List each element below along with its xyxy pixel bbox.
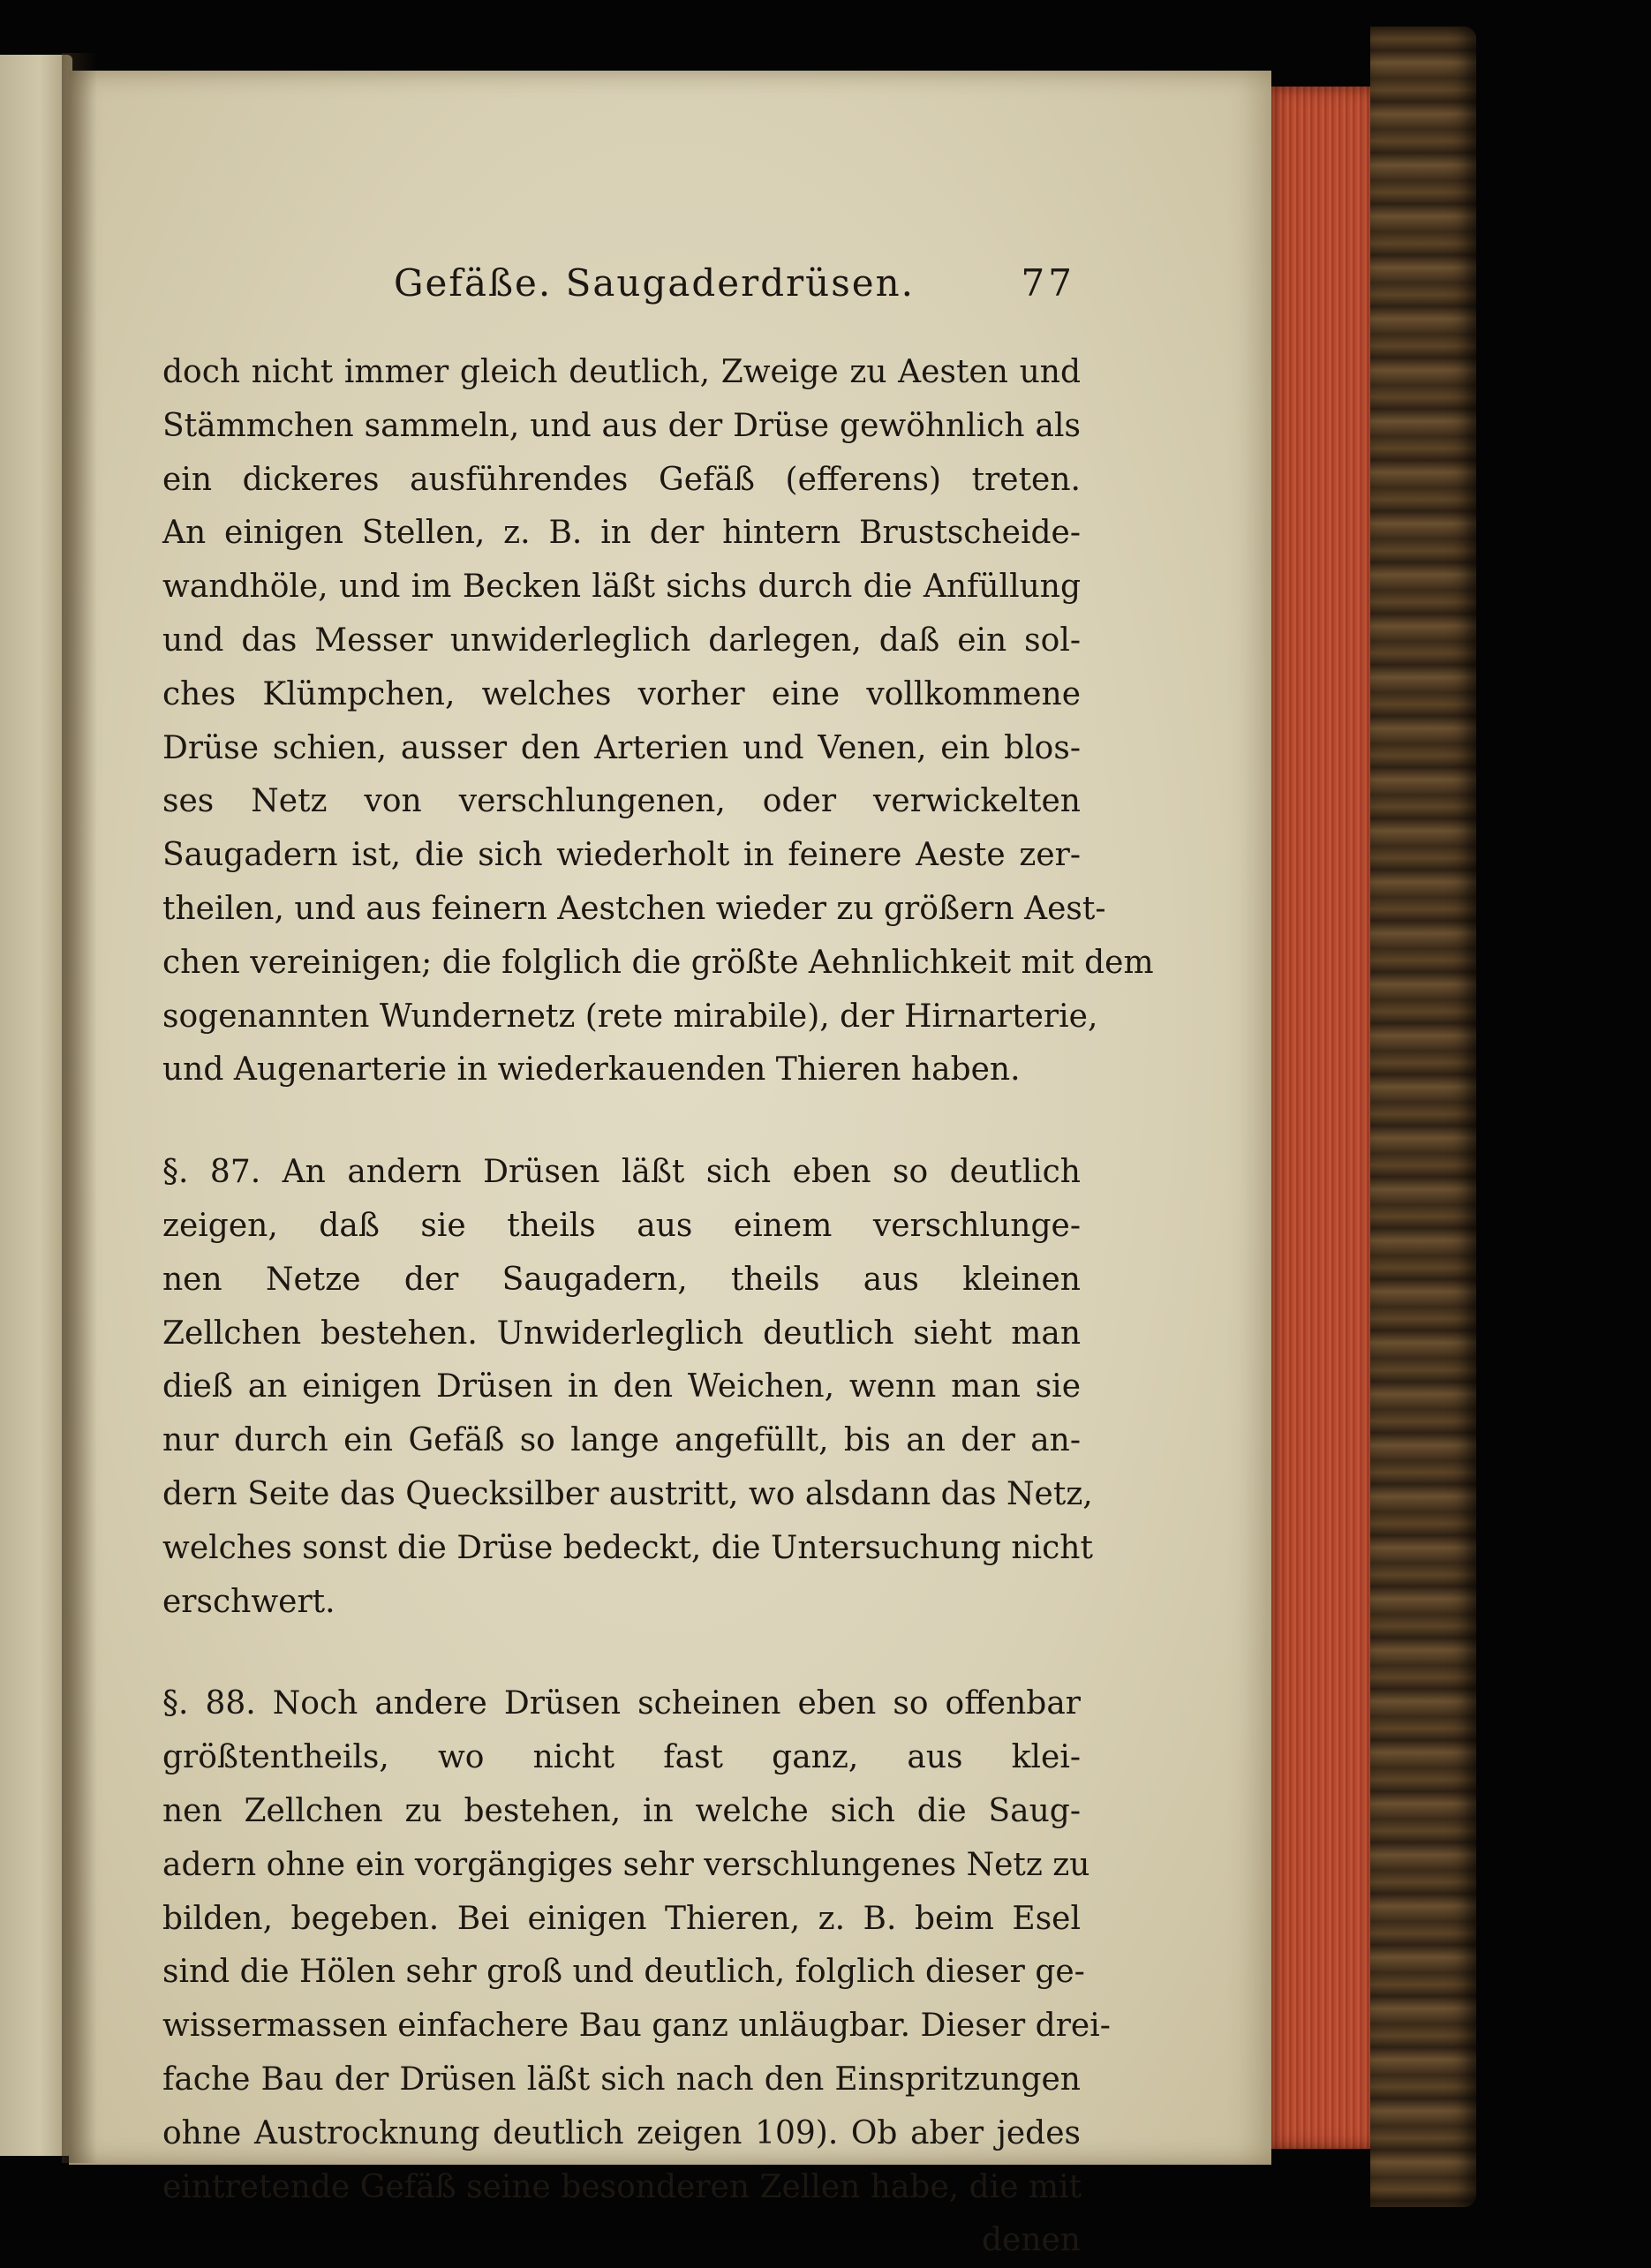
paragraph-1	[162, 346, 1154, 1097]
page-text	[162, 261, 1154, 2268]
text-line: adern ohne ein vorgängiges sehr verschlungenes Netz zu	[162, 1846, 1090, 1883]
text-line: ches Klümpchen, welches vorher eine vollkommene	[162, 675, 1081, 712]
text-line: doch nicht immer gleich deutlich, Zweige zu Aesten und	[162, 354, 1081, 390]
text-line: chen vereinigen; die folglich die größte Aehnlichkeit mit dem	[162, 944, 1154, 981]
paragraph-gap	[162, 1097, 1081, 1146]
text-line: Zellchen bestehen. Unwiderleglich deutlich sieht man	[162, 1315, 1081, 1352]
text-line: Stämmchen sammeln, und aus der Drüse gewöhnlich als	[162, 407, 1081, 444]
text-line: sind die Hölen sehr groß und deutlich, folglich dieser ge-	[162, 1954, 1085, 1991]
text-line: eintretende Gefäß seine besonderen Zellen habe, die mit	[162, 2168, 1082, 2205]
page-number: 77	[1021, 261, 1075, 305]
text-line: dern Seite das Quecksilber austritt, wo alsdann das Netz,	[162, 1475, 1093, 1512]
text-line: welches sonst die Drüse bedeckt, die Untersuchung nicht	[162, 1529, 1093, 1566]
text-line: wissermassen einfachere Bau ganz unläugbar. Dieser drei-	[162, 2008, 1111, 2045]
text-line: ohne Austrocknung deutlich zeigen 109). Ob aber jedes	[162, 2114, 1081, 2151]
text-line: und Augenarterie in wiederkauenden Thieren haben.	[162, 1051, 1021, 1089]
text-line: theilen, und aus feinern Aestchen wieder zu größern Aest-	[162, 890, 1106, 927]
running-header	[162, 261, 1081, 346]
catchword: denen	[981, 2222, 1081, 2259]
paragraph-gap	[162, 1629, 1081, 1677]
text-line: fache Bau der Drüsen läßt sich nach den Einspritzungen	[162, 2061, 1081, 2098]
text-line: nen Netze der Saugadern, theils aus kleinen	[162, 1261, 1081, 1298]
leather-binding	[1370, 26, 1476, 2207]
text-line: und das Messer unwiderleglich darlegen, daß ein sol-	[162, 622, 1081, 659]
text-line: erschwert.	[162, 1583, 335, 1620]
paragraph-87	[162, 1146, 1093, 1629]
text-line: §. 88. Noch andere Drüsen scheinen eben so offenbar	[162, 1685, 1081, 1722]
text-line: größtentheils, wo nicht fast ganz, aus klei-	[162, 1739, 1081, 1776]
paragraph-88	[162, 1677, 1111, 2214]
running-title: Gefäße. Saugaderdrüsen.	[394, 261, 916, 305]
text-line: dieß an einigen Drüsen in den Weichen, wenn man sie	[162, 1368, 1081, 1405]
text-line: sogenannten Wundernetz (rete mirabile), der Hirnarterie,	[162, 998, 1098, 1035]
text-line: bilden, begeben. Bei einigen Thieren, z. B. beim Esel	[162, 1900, 1081, 1937]
text-line: §. 87. An andern Drüsen läßt sich eben so deutlich	[162, 1154, 1081, 1191]
text-line: nen Zellchen zu bestehen, in welche sich die Saug-	[162, 1792, 1081, 1829]
text-line: zeigen, daß sie theils aus einem verschlunge-	[162, 1207, 1081, 1244]
page-block-edges	[1271, 87, 1377, 2149]
text-line: nur durch ein Gefäß so lange angefüllt, bis an der an-	[162, 1422, 1081, 1459]
text-line: ein dickeres ausführendes Gefäß (efferens) treten.	[162, 461, 1081, 498]
text-line: An einigen Stellen, z. B. in der hintern Brustscheide-	[162, 515, 1081, 552]
text-line: Saugadern ist, die sich wiederholt in feinere Aeste zer-	[162, 837, 1081, 874]
text-line: ses Netz von verschlungenen, oder verwickelten	[162, 783, 1081, 820]
text-line: Drüse schien, ausser den Arterien und Venen, ein blos-	[162, 729, 1081, 766]
text-line: wandhöle, und im Becken läßt sichs durch die Anfüllung	[162, 569, 1081, 606]
gutter-shadow	[62, 53, 97, 2163]
